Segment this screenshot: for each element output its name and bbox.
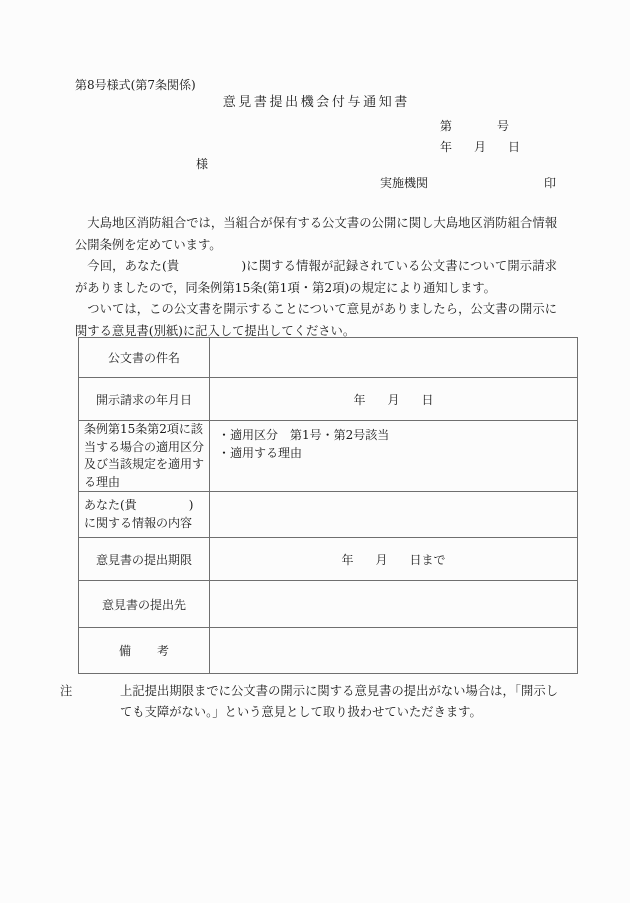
body-paragraph-2 <box>75 256 557 299</box>
deadline-day: 日まで <box>409 552 446 567</box>
body-paragraph-2-part-1: 今回，あなた(貴 <box>87 259 180 273</box>
deadline-month: 月 <box>375 552 388 567</box>
row-label-subject: 公文書の件名 <box>79 338 210 378</box>
document-number-suffix: 号 <box>497 119 510 133</box>
table-row <box>79 581 578 628</box>
footer-note-text: 上記提出期限までに公文書の開示に関する意見書の提出がない場合は，「開示しても支障がない。」という意見として取り扱わせていただきます。 <box>120 684 558 719</box>
row-value-your-information[interactable] <box>210 492 578 538</box>
your-information-prefix: あなた(貴 <box>84 498 137 512</box>
row-value-applicable-clause[interactable] <box>210 421 578 492</box>
your-information-line-1 <box>84 498 193 512</box>
row-label-request-date: 開示請求の年月日 <box>79 378 210 421</box>
remarks-char-1: 備 <box>118 644 131 658</box>
date-year-label: 年 <box>440 140 453 154</box>
seal-mark: 印 <box>543 176 556 190</box>
row-value-remarks[interactable] <box>210 628 578 674</box>
your-information-suffix: ) <box>188 498 194 512</box>
footer-note-body <box>60 681 558 723</box>
document-title: 意見書提出機会付与通知書 <box>222 95 410 110</box>
footer-note-mark: 注 <box>60 684 73 698</box>
table-row <box>79 628 578 674</box>
issuing-agency-label: 実施機関 <box>380 176 429 190</box>
document-number-field <box>440 118 570 135</box>
request-date-month: 月 <box>387 392 400 407</box>
table-row <box>79 538 578 581</box>
date-month-label: 月 <box>474 140 487 154</box>
document-number-prefix: 第 <box>440 119 453 133</box>
body-text <box>75 213 557 342</box>
row-value-subject[interactable] <box>210 338 578 378</box>
issuing-agency <box>380 175 556 192</box>
table-row <box>79 492 578 538</box>
row-label-opinion-deadline: 意見書の提出期限 <box>79 538 210 581</box>
clause-bullet-1: ・適用区分 第1号・第2号該当 <box>218 428 390 442</box>
remarks-char-2: 考 <box>157 644 170 658</box>
table-row <box>79 421 578 492</box>
date-day-label: 日 <box>508 140 521 154</box>
row-value-opinion-deadline[interactable] <box>210 538 578 581</box>
table-row <box>79 378 578 421</box>
request-date-year: 年 <box>353 392 366 407</box>
body-paragraph-3: ついては，この公文書を開示することについて意見がありましたら，公文書の開示に関する意見書(別紙)に記入して提出してください。 <box>75 302 557 338</box>
row-label-applicable-clause: 条例第15条第2項に該当する場合の適用区分及び当該規定を適用する理由 <box>79 421 210 492</box>
footer-note <box>60 681 558 723</box>
your-information-line-2: に関する情報の内容 <box>84 515 193 530</box>
table-row <box>79 338 578 378</box>
body-paragraph-2-part-2: )に関する情報が記録されている公文書について開示請求がありましたので，同条例第15条(第1項・第2項)の規定により通知します。 <box>75 259 557 295</box>
row-label-your-information <box>79 492 210 538</box>
document-date-field <box>440 139 570 156</box>
addressee-suffix: 様 <box>196 157 209 171</box>
form-number: 第8号様式(第7条関係) <box>75 78 196 92</box>
row-label-submission-destination: 意見書の提出先 <box>79 581 210 628</box>
notification-form-table <box>78 337 578 674</box>
clause-bullet-2: ・適用する理由 <box>218 445 303 460</box>
row-label-remarks <box>79 628 210 674</box>
deadline-year: 年 <box>341 552 354 567</box>
body-paragraph-1: 大島地区消防組合では，当組合が保有する公文書の公開に関し大島地区消防組合情報公開条例を定めています。 <box>75 216 557 252</box>
row-value-request-date[interactable] <box>210 378 578 421</box>
row-value-submission-destination[interactable] <box>210 581 578 628</box>
request-date-day: 日 <box>421 392 434 407</box>
